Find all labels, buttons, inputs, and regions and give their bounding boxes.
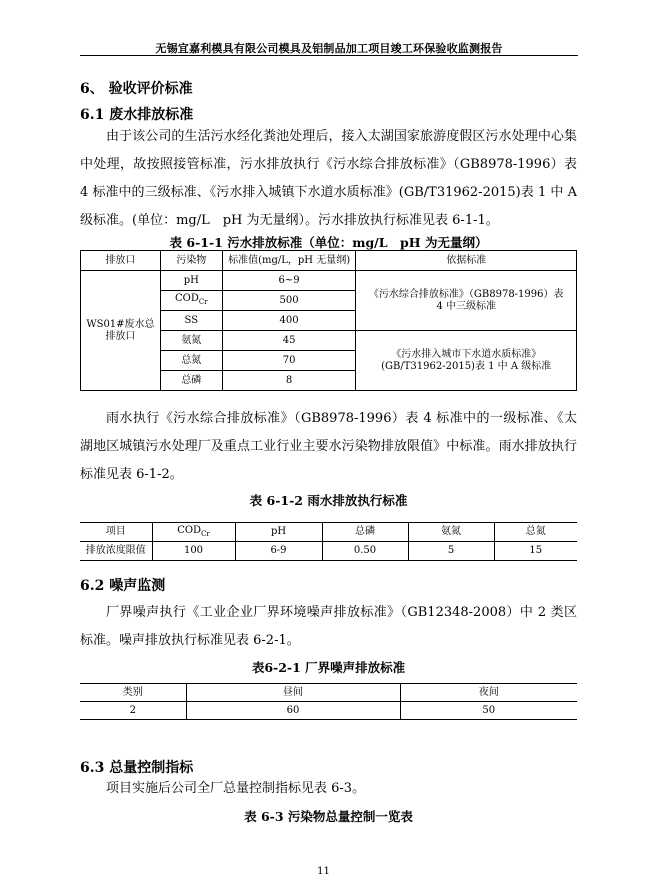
cod-subscript: Cr — [201, 529, 210, 538]
subsection-6-2-title: 6.2 噪声监测 — [80, 578, 166, 594]
basis-cell: 《污水排入城市下水道水质标准》(GB/T31962-2015)表 1 中 A 级标准 — [356, 331, 577, 391]
header-cod — [152, 523, 235, 542]
table-row — [80, 542, 577, 561]
pollutant-cell: 总磷 — [160, 371, 222, 391]
value-cell: 45 — [222, 331, 356, 351]
table-row — [80, 702, 577, 720]
paragraph-wastewater: 由于该公司的生活污水经化粪池处理后，接入太湖国家旅游度假区污水处理中心集中处理，故按照接管标准，污水排放执行《污水综合排放标准》（GB8978-1996）表 4 标准中的三级标准、《污水排入城镇下水道水质标准》(GB/T31962-2015)表 1 中 A 级标准。(单位：mg/L pH 为无量纲）。污水排放执行标准见表 6-1-1。 — [80, 129, 577, 228]
table-6-1-2 — [80, 522, 577, 561]
table-6-1-1 — [80, 250, 577, 391]
table-6-2-1 — [80, 683, 577, 720]
value-cell: 500 — [222, 291, 356, 311]
page-number: 11 — [317, 866, 330, 877]
table-6-2-1-caption: 表6-2-1 厂界噪声排放标准 — [251, 660, 406, 675]
table-header-row — [80, 684, 577, 702]
header-total-nitrogen: 总氮 — [494, 523, 577, 542]
table-6-1-2-caption: 表 6-1-2 雨水排放执行标准 — [249, 493, 408, 508]
header-category: 类别 — [80, 684, 186, 702]
section-title: 6、 验收评价标准 — [80, 81, 193, 97]
subsection-6-1-title: 6.1 废水排放标准 — [80, 107, 194, 123]
ph-value-cell: 6-9 — [235, 542, 322, 561]
pollutant-cell: pH — [160, 271, 222, 291]
value-cell: 8 — [222, 371, 356, 391]
pollutant-cell: SS — [160, 311, 222, 331]
header-rule — [80, 55, 578, 56]
tn-value-cell: 15 — [494, 542, 577, 561]
header-item: 项目 — [80, 523, 152, 542]
value-cell: 70 — [222, 351, 356, 371]
table-6-1-1-caption: 表 6-1-1 污水排放标准（单位：mg/L pH 为无量纲） — [169, 235, 488, 250]
paragraph-total-control: 项目实施后公司全厂总量控制指标见表 6-3。 — [106, 781, 366, 796]
outlet-cell: WS01#废水总排放口 — [81, 271, 161, 391]
value-cell: 400 — [222, 311, 356, 331]
category-cell: 2 — [80, 702, 186, 720]
table-header-row — [81, 251, 577, 271]
header-ph: pH — [235, 523, 322, 542]
pollutant-cell: 总氮 — [160, 351, 222, 371]
limit-label-cell: 排放浓度限值 — [80, 542, 152, 561]
table-row — [81, 271, 577, 291]
running-header: 无锡宜嘉利模具有限公司模具及铝制品加工项目竣工环保验收监测报告 — [155, 42, 503, 55]
header-standard-value: 标准值(mg/L，pH 无量纲) — [222, 251, 356, 271]
cod-value-cell: 100 — [152, 542, 235, 561]
tp-value-cell: 0.50 — [322, 542, 408, 561]
header-outlet: 排放口 — [81, 251, 161, 271]
nh-value-cell: 5 — [408, 542, 494, 561]
nighttime-value-cell: 50 — [400, 702, 577, 720]
header-pollutant: 污染物 — [160, 251, 222, 271]
paragraph-rainwater: 雨水执行《污水综合排放标准》（GB8978-1996）表 4 标准中的一级标准、《太湖地区城镇污水处理厂及重点工业行业主要水污染物排放限值》中标准。雨水排放执行标准见表 6-1-2。 — [80, 411, 577, 482]
daytime-value-cell: 60 — [186, 702, 400, 720]
pollutant-cell — [160, 291, 222, 311]
header-basis: 依据标准 — [356, 251, 577, 271]
table-6-3-caption: 表 6-3 污染物总量控制一览表 — [244, 809, 413, 824]
header-nighttime: 夜间 — [400, 684, 577, 702]
cod-subscript: Cr — [198, 298, 208, 306]
table-header-row — [80, 523, 577, 542]
paragraph-noise: 厂界噪声执行《工业企业厂界环境噪声排放标准》（GB12348-2008）中 2 类区标准。噪声排放执行标准见表 6-2-1。 — [80, 605, 577, 648]
header-daytime: 昼间 — [186, 684, 400, 702]
value-cell: 6~9 — [222, 271, 356, 291]
pollutant-cod: COD — [175, 293, 199, 304]
pollutant-cell: 氨氮 — [160, 331, 222, 351]
basis-cell: 《污水综合排放标准》（GB8978-1996）表 4 中三级标准 — [356, 271, 577, 331]
header-total-phosphorus: 总磷 — [322, 523, 408, 542]
header-ammonia: 氨氮 — [408, 523, 494, 542]
subsection-6-3-title: 6.3 总量控制指标 — [80, 760, 194, 776]
cod-label: COD — [177, 524, 202, 536]
